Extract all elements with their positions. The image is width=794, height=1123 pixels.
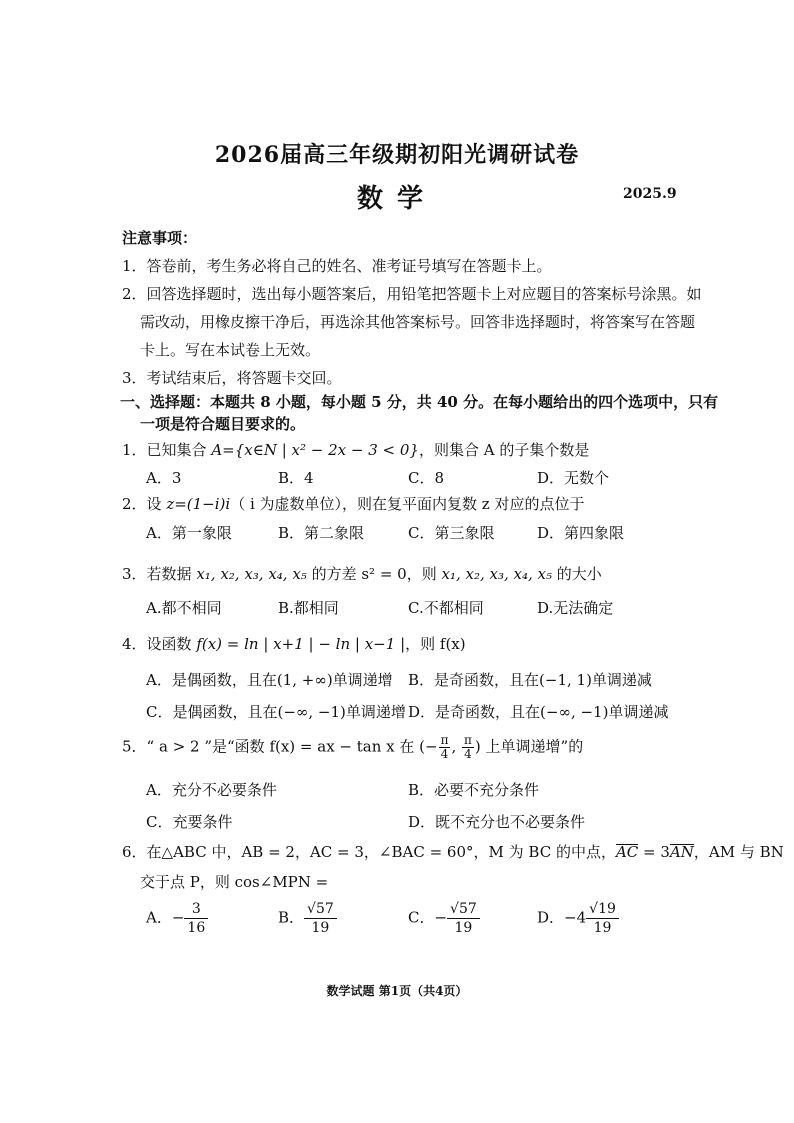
q6-option-b[interactable]: B． $\frac{√57}{19}$ xyxy=(278,900,337,937)
q5-option-b[interactable]: B．必要不充分条件 xyxy=(408,781,540,799)
q6-option-c[interactable]: C．− $\frac{√57}{19}$ xyxy=(408,900,480,937)
q3-option-b[interactable]: B.都相同 xyxy=(278,599,339,617)
q3-option-a[interactable]: A.都不相同 xyxy=(146,599,222,617)
q4-option-b[interactable]: B．是奇函数，且在(−1, 1)单调递减 xyxy=(408,671,652,689)
note-1: 1．答卷前，考生务必将自己的姓名、准考证号填写在答题卡上。 xyxy=(122,257,552,275)
notes-heading: 注意事项： xyxy=(122,229,198,247)
question-2: 2．设 z=(1−i)i（ i 为虚数单位），则在复平面内复数 z 对应的点位于 xyxy=(122,495,585,513)
q1-option-a[interactable]: A．3 xyxy=(146,469,182,487)
function-expression: f(x) = ln | x+1 | − ln | x−1 | xyxy=(196,635,406,653)
complex-expression: z=(1−i)i xyxy=(166,495,231,513)
note-2-cont2: 卡上。写在本试卷上无效。 xyxy=(140,341,321,359)
q5-option-d[interactable]: D．既不充分也不必要条件 xyxy=(408,813,586,831)
q1-option-d[interactable]: D．无数个 xyxy=(537,469,610,487)
q1-option-c[interactable]: C．8 xyxy=(408,469,445,487)
data-list-repeat: x₁, x₂, x₃, x₄, x₅ xyxy=(441,565,553,583)
exam-date: 2025.9 xyxy=(623,186,677,202)
section-1-intro-cont: 一项是符合题目要求的。 xyxy=(140,415,306,433)
question-6: 6．在△ABC 中，AB = 2，AC = 3，∠BAC = 60°，M 为 BC 的中点，AC = 3AN，AM 与 BN xyxy=(122,843,784,861)
q3-option-d[interactable]: D.无法确定 xyxy=(537,599,614,617)
question-1: 1．已知集合 A={x∈N | x² − 2x − 3 < 0}，则集合 A 的子集个数是 xyxy=(122,441,590,459)
data-list: x₁, x₂, x₃, x₄, x₅ xyxy=(196,565,307,583)
note-2-cont: 需改动，用橡皮擦干净后，再选涂其他答案标号。回答非选择题时，将答案写在答题 xyxy=(140,313,696,331)
q4-option-d[interactable]: D．是奇函数，且在(−∞, −1)单调递减 xyxy=(408,703,669,721)
question-3: 3．若数据 x₁, x₂, x₃, x₄, x₅ 的方差 s² = 0，则 x₁, x₂, x₃, x₄, x₅ 的大小 xyxy=(122,565,602,583)
q2-option-a[interactable]: A．第一象限 xyxy=(146,524,232,542)
vector-an: AN xyxy=(669,843,694,861)
q6-option-d[interactable]: D．−4 $\frac{√19}{19}$ xyxy=(537,900,619,937)
note-2: 2．回答选择题时，选出每小题答案后，用铅笔把答题卡上对应题目的答案标号涂黑。如 xyxy=(122,285,702,303)
q2-option-d[interactable]: D．第四象限 xyxy=(537,524,625,542)
q3-option-c[interactable]: C.不都相同 xyxy=(408,599,484,617)
question-5: 5．“ a > 2 ”是“函数 f(x) = ax − tan x 在 (− $\frac{\pi}{4}$ , $\frac{\pi}{4}$ ) 上单调递增”的 xyxy=(122,733,584,761)
section-1-intro: 一、选择题：本题共 8 小题，每小题 5 分，共 40 分。在每小题给出的四个选项中，只有 xyxy=(120,393,719,411)
exam-title: 2026届高三年级期初阳光调研试卷 xyxy=(214,142,580,168)
pi-over-4-neg: $\frac{\pi}{4}$ xyxy=(440,733,449,761)
q5-option-c[interactable]: C．充要条件 xyxy=(146,813,233,831)
page-footer: 数学试题 第1页（共4页） xyxy=(326,984,468,998)
q4-option-c[interactable]: C．是偶函数，且在(−∞, −1)单调递增 xyxy=(146,703,406,721)
q2-option-b[interactable]: B．第二象限 xyxy=(278,524,365,542)
question-4: 4．设函数 f(x) = ln | x+1 | − ln | x−1 |，则 f(x) xyxy=(122,635,466,653)
set-expression: A={x∈N | x² − 2x − 3 < 0} xyxy=(211,441,419,459)
note-3: 3．考试结束后，将答题卡交回。 xyxy=(122,369,342,387)
q4-option-a[interactable]: A．是偶函数，且在(1, +∞)单调递增 xyxy=(146,671,393,689)
q5-option-a[interactable]: A．充分不必要条件 xyxy=(146,781,277,799)
q6-option-a[interactable]: A．− $\frac{3}{16}$ xyxy=(146,900,208,937)
vector-ac: AC xyxy=(615,843,639,861)
q2-option-c[interactable]: C．第三象限 xyxy=(408,524,495,542)
pi-over-4: $\frac{\pi}{4}$ xyxy=(464,733,472,761)
question-6-cont: 交于点 P，则 cos∠MPN = xyxy=(140,873,329,891)
subject-title: 数学 xyxy=(356,184,437,214)
q1-option-b[interactable]: B．4 xyxy=(278,469,314,487)
